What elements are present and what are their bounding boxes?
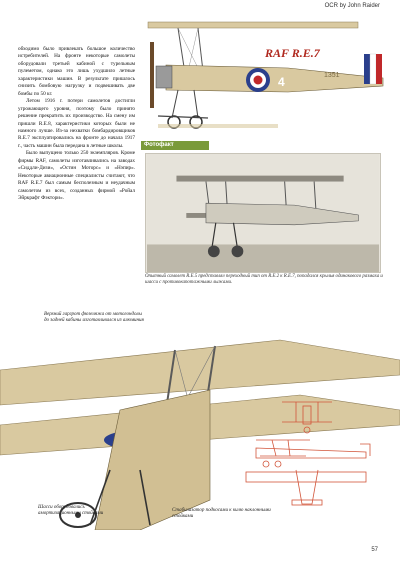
note-stabilizer: Стабилизатор подкосами к килю наклонными стойками xyxy=(172,508,271,520)
three-view-schematic xyxy=(236,396,388,506)
photo-fact-label: Фотофакт xyxy=(141,141,209,150)
photo-caption: Опытный самолет R.E.5 представлял переходный тип от R.E.2 к R.E.7, попадался крылья одинакового размаха и шасси с противокапотажными лыжами. xyxy=(145,274,383,286)
page-number: 57 xyxy=(371,547,378,553)
roundel-number: 4 xyxy=(278,75,285,89)
body-text-column xyxy=(18,46,135,203)
body-paragraph: обходимо было привлекать большое количество истребителей. На фронте некоторые самолеты оборудовали третьей кабиной с турельным пулеметом, однако это лишь ухудшило летные характеристики машин. В результате пришлось снизить бомбовую нагрузку и подвешивать две бомбы по 50 кг. xyxy=(18,46,135,97)
body-paragraph: Летом 1916 г. потери самолетов достигли угрожающего уровня, поэтому было принято решение прекратить их производство. На смену им пришли R.E.8, характеристики которых были не намного лучше. Из-за нехватки бомбардировщиков R.E.7 эксплуатировались на фронте до начала 1917 г., часть машин была передана в летные школы. xyxy=(18,98,135,149)
body-paragraph: Было выпущено только 250 экземпляров. Кроме фирмы RAF, самолеты изготавливались на заводах «Сиддли-Дизи», «Остин Моторс» и «Нэпир». Некоторые авиационные специалисты считают, что RAF R.E.7 был самым бесполезным и неудачным самолетом из всех, созданных фирмой «Ройал Эйркрафт Фэктори». xyxy=(18,150,135,202)
page-header-credit: OCR by John Raider xyxy=(324,3,380,9)
note-fuselage: Верхний гаргрот фюзеляжа от мотогондолы до задней кабины изготавливался из алюминия xyxy=(44,312,144,324)
note-chassis: Шасси оборудовались амортизационными стойками xyxy=(38,505,104,517)
tail-number: 1351 xyxy=(324,72,340,79)
aircraft-side-profile xyxy=(138,20,386,138)
historical-photo xyxy=(145,153,381,273)
aircraft-title: RAF R.E.7 xyxy=(265,46,320,60)
